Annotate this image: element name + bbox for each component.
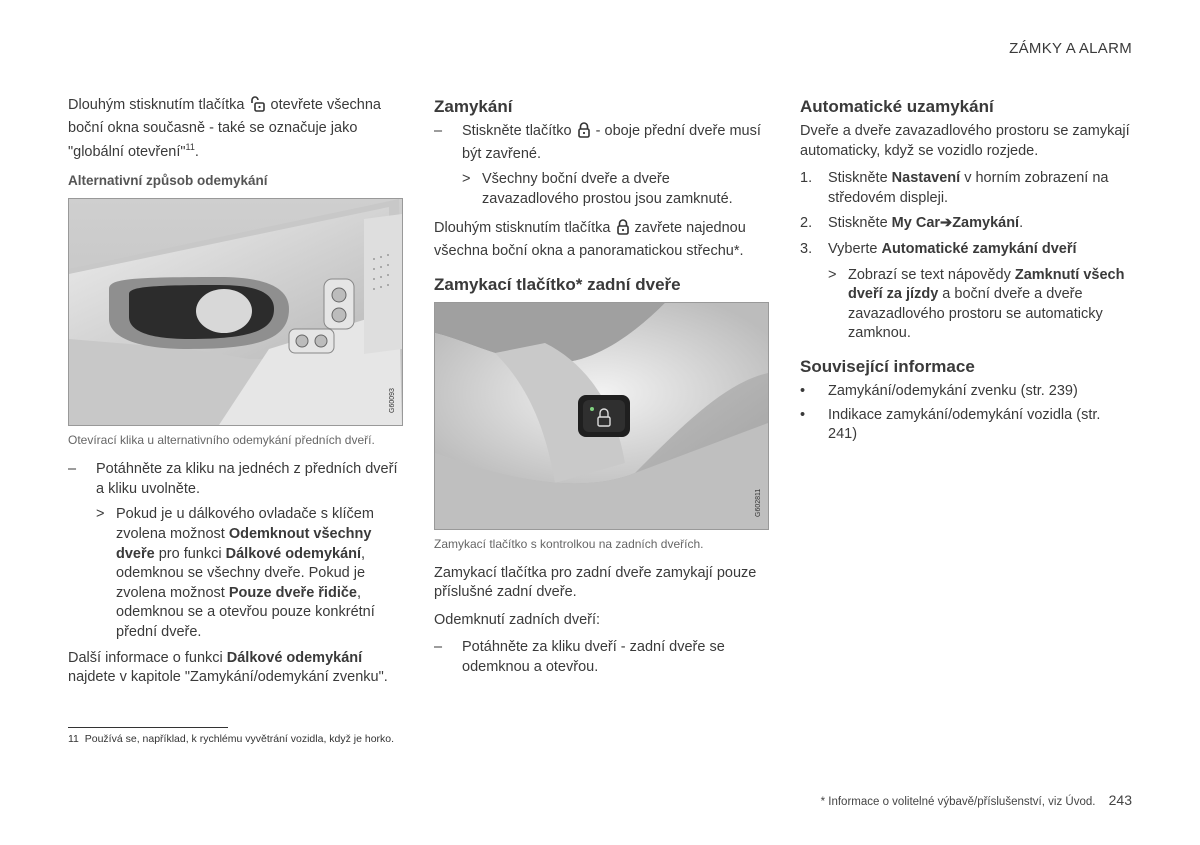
image-code: G60093 [389, 388, 396, 414]
paragraph: Zamykací tlačítka pro zadní dveře zamykají pouze příslušné zadní dveře. [434, 564, 757, 601]
auto-lock-heading: Automatické uzamykání [800, 97, 994, 116]
list-subitem: > Všechny boční dveře a dveře zavazadlového prostou jsou zamknuté. [462, 171, 733, 207]
footnote: 11 Používá se, například, k rychlému vyvětrání vozidla, když je horko. [68, 733, 395, 745]
page-number: 243 [1108, 792, 1132, 808]
list-subitem: > Pokud je u dálkového ovladače s klíčem zvolena možnost Odemknout všechny dveře pro funkci Dálkové odemykání, odemknou se všechny dveře. Pokud je zvolena možnost Pouze dveře řidiče, odemknou se a otevřou pouze konkrétní přední dveře. [96, 506, 375, 640]
column-3 [800, 96, 1130, 449]
locking-heading: Zamykání [434, 97, 513, 116]
page-footer [821, 792, 1132, 808]
related-link-item[interactable]: • Indikace zamykání/odemykání vozidla (str. 241) [800, 406, 1101, 443]
column-2 [434, 96, 769, 684]
lock-icon [615, 219, 631, 242]
list-item: – Potáhněte za kliku dveří - zadní dveře se odemknou a otevřou. [434, 639, 725, 675]
paragraph: Dlouhým stisknutím tlačítka zavřete najednou všechna boční okna a panoramatickou střechu*. [434, 220, 746, 259]
more-info-paragraph: Další informace o funkci Dálkové odemykání najdete v kapitole "Zamykání/odemykání zvenku". [68, 649, 388, 686]
paragraph: Odemknutí zadních dveří: [434, 611, 601, 628]
image-caption: Otevírací klika u alternativního odemykání předních dveří. [68, 433, 375, 448]
section-header: ZÁMKY A ALARM [1009, 40, 1132, 57]
column-1 [68, 96, 403, 696]
arrow-right-icon: ➔ [940, 215, 953, 232]
lock-icon [576, 122, 592, 145]
unlock-icon [249, 96, 267, 119]
intro-paragraph: Dlouhým stisknutím tlačítka otevřete všechna boční okna současně - také se označuje jako "globální otevření"$^{11}$. [68, 97, 381, 161]
paragraph: Dveře a dveře zavazadlového prostoru se zamykají automaticky, když se vozidlo rozjede. [800, 123, 1130, 159]
list-item: – Stiskněte tlačítko - oboje přední dveře musí být zavřené. [434, 123, 761, 162]
image-caption: Zamykací tlačítko s kontrolkou na zadních dveřích. [434, 536, 704, 551]
list-subitem: > Zobrazí se text nápovědy Zamknutí všech dveří za jízdy a boční dveře a dveře zavazadlového prostoru se automaticky zamknou. [828, 266, 1125, 342]
rear-lock-heading: Zamykací tlačítko* zadní dveře [434, 274, 681, 294]
numbered-item: 2. Stiskněte My Car➔Zamykání. [800, 215, 1024, 232]
related-link-item[interactable]: • Zamykání/odemykání zvenku (str. 239) [800, 382, 1078, 399]
rear-door-lock-image [434, 302, 769, 530]
optional-equipment-note: * Informace o volitelné výbavě/příslušenství, viz Úvod. [820, 796, 1096, 808]
numbered-item: 3. Vyberte Automatické zamykání dveří [800, 240, 1077, 257]
related-info-heading: Související informace [800, 356, 975, 376]
alt-unlock-heading: Alternativní způsob odemykání [68, 172, 268, 188]
image-code: G602811 [755, 488, 762, 517]
list-item: – Potáhněte za kliku na jednéch z předních dveří a kliku uvolněte. [68, 461, 398, 497]
footnote-divider [68, 727, 228, 728]
door-handle-image [68, 198, 403, 426]
numbered-item: 1. Stiskněte Nastavení v horním zobrazení na středovém displeji. [800, 170, 1109, 206]
